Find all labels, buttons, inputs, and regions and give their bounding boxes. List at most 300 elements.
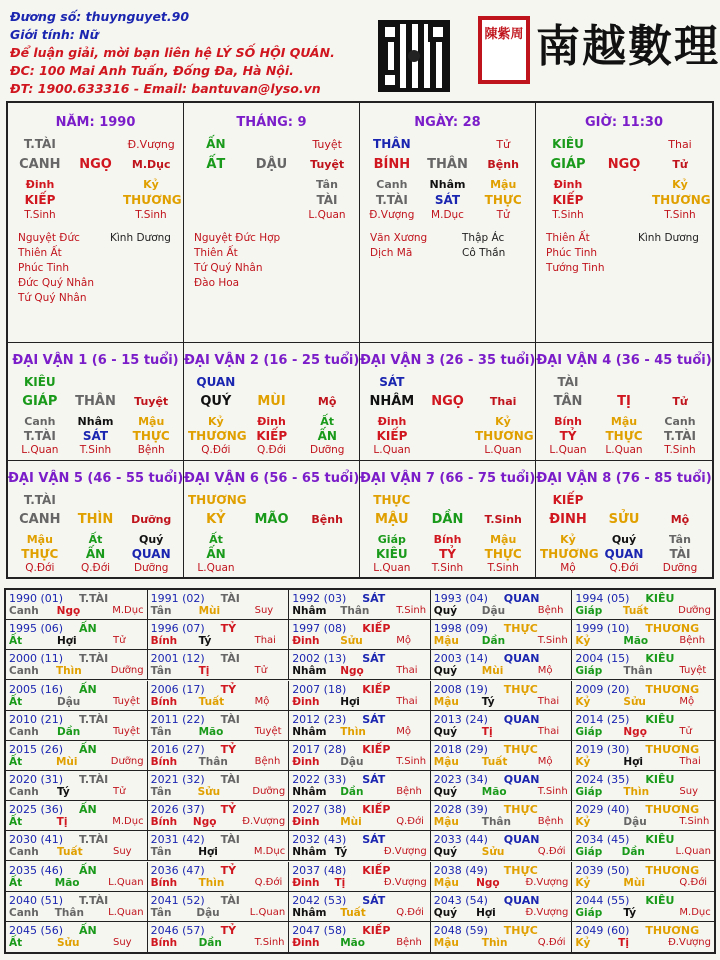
- year-line2: [434, 937, 569, 949]
- daivan-4: [536, 343, 712, 461]
- pillar-tang-item: Mậu: [490, 178, 517, 191]
- daivan-thapthan: [364, 493, 531, 507]
- year-can: Giáp: [575, 786, 603, 798]
- pillar-stars: [370, 231, 530, 261]
- year-thapthan: ẤN: [79, 682, 97, 696]
- year-cell: [431, 711, 573, 741]
- daivan-truongsinh-item: Q.Đới: [25, 562, 55, 574]
- year-line2: [575, 665, 711, 677]
- pillar-truongsinh-item: T.Sinh: [135, 209, 167, 221]
- year-label: 2001 (12): [150, 652, 205, 666]
- year-cell: [148, 831, 290, 861]
- year-truongsinh: Thai: [537, 725, 560, 737]
- year-cell: [6, 681, 148, 711]
- year-truongsinh: Thai: [396, 695, 418, 707]
- daivan-canchi-item: NHÂM: [369, 394, 415, 409]
- year-truongsinh: M.Dục: [112, 605, 144, 616]
- year-line2: [575, 846, 711, 858]
- year-can: Đinh: [292, 936, 320, 949]
- year-line1: [434, 592, 569, 605]
- daivan-title: ĐẠI VẬN 1 (6 - 15 tuổi): [12, 353, 179, 368]
- year-cell: [148, 650, 290, 680]
- daivan-truongsinh-item: L.Quan: [373, 562, 411, 574]
- daivan-thapthan2: [364, 429, 534, 443]
- year-truongsinh: Bệnh: [396, 936, 422, 948]
- year-thapthan: THƯƠNG: [645, 863, 700, 877]
- year-line2: [575, 696, 711, 708]
- daivan-title: ĐẠI VẬN 3 (26 - 35 tuổi): [360, 353, 536, 368]
- daivan-thapthan2-item: TỶ: [439, 547, 456, 561]
- year-cell: [572, 831, 714, 861]
- brand-logo: 南越數理: [536, 21, 720, 72]
- year-truongsinh: Suy: [113, 846, 132, 858]
- year-truongsinh: T.Sinh: [537, 635, 568, 647]
- daivan-canchi-item: ĐINH: [549, 512, 587, 527]
- pillar-canchi: [12, 157, 179, 172]
- year-line2: [292, 786, 427, 798]
- daivan-thapthan2-item: THỰC: [484, 547, 522, 561]
- daivan-title: ĐẠI VẬN 4 (36 - 45 tuổi): [536, 353, 712, 368]
- daivan-thapthan2-item: THƯƠNG: [540, 547, 599, 561]
- year-line2: [434, 665, 569, 677]
- year-chi: Mão: [623, 635, 649, 648]
- year-chi: Mão: [340, 936, 365, 949]
- year-line1: [292, 773, 427, 786]
- year-cell: [6, 922, 148, 952]
- year-chi: Mão: [198, 725, 224, 738]
- year-cell: [572, 862, 714, 892]
- star-good: Tứ Quý Nhân: [194, 262, 263, 274]
- year-cell: [6, 862, 148, 892]
- year-cell: [572, 711, 714, 741]
- year-can: Mậu: [433, 635, 459, 648]
- year-cell: [431, 650, 573, 680]
- pillar-thapthan-item: THƯƠNG: [123, 193, 182, 207]
- year-cell: [289, 862, 431, 892]
- daivan-thapthan2-item: T.TÀI: [664, 429, 696, 443]
- year-line1: [151, 622, 286, 635]
- year-chi: Tuất: [198, 695, 225, 708]
- daivan-canchi: [364, 512, 531, 527]
- year-line2: [151, 816, 286, 828]
- year-line2: [575, 726, 711, 738]
- year-thapthan: THƯƠNG: [645, 622, 700, 636]
- year-cell: [148, 771, 290, 801]
- year-line1: [575, 683, 711, 696]
- year-line2: [575, 635, 711, 647]
- daivan-truongsinh-item: L.Quan: [605, 444, 643, 456]
- year-line1: [292, 592, 427, 605]
- year-line1: [9, 743, 144, 756]
- daivan-6: [184, 461, 360, 579]
- year-thapthan: KIẾP: [362, 682, 391, 696]
- year-line2: [151, 635, 286, 647]
- star-row: [18, 231, 178, 246]
- daivan-title: ĐẠI VẬN 7 (66 - 75 tuổi): [360, 471, 536, 486]
- year-cell: [289, 831, 431, 861]
- year-can: Ất: [9, 635, 23, 648]
- year-thapthan: THỰC: [503, 803, 538, 817]
- year-thapthan: KIẾP: [362, 622, 391, 636]
- year-line1: [575, 592, 711, 605]
- year-truongsinh: T.Sinh: [254, 936, 285, 948]
- year-can: Canh: [9, 725, 39, 738]
- year-chi: Tý: [481, 695, 495, 708]
- daivan-truongsinh-item: Dưỡng: [309, 444, 345, 456]
- year-cell: [572, 590, 714, 620]
- star-row: [194, 246, 354, 261]
- year-label: 2019 (30): [575, 742, 630, 756]
- phone-email-line: ĐT: 1900.633316 - Email: bantuvan@lyso.vn: [10, 81, 321, 96]
- year-can: Giáp: [575, 605, 603, 617]
- pillar-canchi-item: CANH: [19, 157, 61, 172]
- year-label: 2011 (22): [150, 712, 205, 726]
- year-chi: Dần: [621, 846, 645, 859]
- year-thapthan: KIÊU: [645, 652, 675, 666]
- year-chi: Tuất: [340, 906, 366, 919]
- daivan-tang-item: Đinh: [377, 415, 407, 428]
- daivan-canchi-item: MÙI: [257, 394, 286, 409]
- year-line1: [575, 652, 711, 665]
- daivan-title: ĐẠI VẬN 2 (16 - 25 tuổi): [184, 353, 360, 368]
- daivan-tang-item: Ất: [88, 533, 103, 546]
- year-chi: Ngọ: [56, 605, 81, 617]
- address-line: ĐC: 100 Mai Anh Tuấn, Đống Đa, Hà Nội.: [10, 63, 294, 78]
- year-chi: Dần: [340, 786, 364, 798]
- year-label: 2043 (54): [433, 893, 488, 907]
- daivan-canchi: [540, 394, 708, 409]
- year-line1: [434, 773, 569, 786]
- year-cell: [431, 620, 573, 650]
- star-row: [194, 231, 354, 246]
- daivan-thapthan2-item: KIẾP: [376, 429, 408, 443]
- pillar-top-item: Thai: [668, 137, 692, 151]
- year-can: Giáp: [575, 906, 603, 919]
- year-chi: Tị: [481, 725, 493, 738]
- daivan-tang-item: Kỷ: [495, 415, 511, 428]
- star-good: Văn Xương: [370, 232, 428, 244]
- pillar-thapthan: [12, 193, 182, 207]
- daivan-canchi: [364, 394, 531, 409]
- daivan-truongsinh-item: Dưỡng: [133, 562, 169, 574]
- daivan-canchi-item: T.Sinh: [484, 513, 522, 526]
- year-label: 1997 (08): [292, 622, 347, 636]
- year-thapthan: THỰC: [503, 863, 538, 877]
- year-line2: [151, 605, 286, 617]
- daivan-tang-item: Ất: [320, 415, 335, 428]
- year-line2: [9, 726, 144, 738]
- year-label: 2041 (52): [150, 893, 205, 907]
- year-chi: Ngọ: [623, 725, 647, 738]
- year-truongsinh: Dưỡng: [110, 755, 144, 767]
- pillar-canchi-item: Tử: [672, 158, 688, 171]
- year-thapthan: THƯƠNG: [645, 803, 700, 817]
- year-line1: [434, 683, 569, 696]
- daivan-canchi: [188, 512, 355, 527]
- pillar-title: THÁNG: 9: [236, 115, 307, 130]
- year-chi: Tị: [618, 936, 629, 949]
- pillar-tang-item: Tân: [316, 178, 338, 191]
- year-label: 2037 (48): [292, 863, 347, 877]
- year-chi: Tị: [334, 876, 346, 889]
- year-chi: Thân: [198, 755, 228, 768]
- daivan-canchi: [12, 512, 179, 527]
- year-thapthan: QUAN: [503, 833, 540, 847]
- year-line1: [151, 683, 286, 696]
- year-chi: Ngọ: [192, 816, 217, 829]
- year-truongsinh: L.Quan: [108, 906, 144, 918]
- year-thapthan: SÁT: [362, 833, 386, 847]
- year-chi: Thìn: [198, 876, 225, 889]
- pillar-truongsinh: [188, 209, 355, 221]
- year-line1: [9, 713, 144, 726]
- year-thapthan: ẤN: [79, 863, 97, 877]
- year-thapthan: QUAN: [503, 592, 540, 605]
- year-truongsinh: Q.Đới: [679, 876, 708, 888]
- pillar-canchi: [540, 157, 708, 172]
- year-chi: Tý: [334, 846, 348, 859]
- pillar-top-item: Đ.Vượng: [127, 137, 175, 151]
- year-truongsinh: Bệnh: [537, 605, 564, 616]
- year-label: 2039 (50): [575, 863, 630, 877]
- year-can: Ất: [9, 936, 23, 949]
- year-line1: [434, 652, 569, 665]
- year-thapthan: ẤN: [79, 742, 97, 756]
- year-line1: [434, 743, 569, 756]
- year-cell: [431, 801, 573, 831]
- year-line1: [151, 592, 286, 605]
- year-thapthan: T.TÀI: [79, 833, 109, 847]
- year-truongsinh: Bệnh: [254, 755, 281, 767]
- year-line2: [151, 846, 286, 858]
- seal-stamp: 陳紫周: [478, 16, 530, 84]
- year-truongsinh: Bệnh: [537, 816, 564, 828]
- star-other: Kình Dương: [110, 232, 171, 244]
- year-line1: [292, 924, 427, 937]
- daivan-truongsinh: [364, 562, 531, 574]
- year-cell: [289, 590, 431, 620]
- daivan-thapthan2-item: ẤN: [85, 547, 106, 561]
- pillar-tang: [540, 178, 708, 191]
- daivan-title: ĐẠI VẬN 8 (76 - 85 tuổi): [536, 471, 712, 486]
- daivan-thapthan: [188, 493, 355, 507]
- year-line1: [292, 683, 427, 696]
- year-line2: [434, 786, 569, 798]
- year-cell: [148, 741, 290, 771]
- star-row: [546, 261, 706, 276]
- year-table: [4, 588, 716, 954]
- year-can: Mậu: [433, 755, 459, 768]
- pillar-canchi-item: ẤT: [206, 157, 226, 172]
- daivan-tang-item: Quý: [139, 533, 164, 546]
- year-thapthan: THƯƠNG: [645, 682, 700, 696]
- year-line2: [434, 605, 569, 617]
- year-cell: [6, 741, 148, 771]
- year-chi: Thân: [481, 816, 511, 829]
- daivan-canchi-item: Mộ: [317, 395, 337, 408]
- year-chi: Ngọ: [476, 876, 500, 889]
- year-can: Bính: [150, 876, 178, 889]
- pillar-tang: [12, 178, 179, 191]
- year-cell: [148, 892, 290, 922]
- year-line1: [9, 864, 144, 877]
- daivan-truongsinh-item: Q.Đới: [201, 444, 231, 456]
- year-label: 2012 (23): [292, 712, 347, 726]
- year-line1: [292, 894, 427, 907]
- daivan-thapthan2-item: TÀI: [669, 547, 691, 561]
- year-label: 2049 (60): [575, 923, 630, 937]
- daivan-thapthan-item: KIÊU: [23, 375, 56, 389]
- year-thapthan: TÀI: [220, 712, 240, 726]
- year-truongsinh: Mộ: [396, 635, 411, 647]
- year-line2: [292, 846, 427, 858]
- year-label: 1991 (02): [150, 592, 205, 605]
- year-cell: [431, 892, 573, 922]
- daivan-thapthan2-item: QUAN: [131, 547, 171, 561]
- year-label: 2023 (34): [433, 773, 488, 786]
- year-line1: [575, 743, 711, 756]
- year-chi: Mão: [481, 786, 507, 798]
- year-line2: [151, 937, 286, 949]
- pillar-stars: [546, 231, 706, 276]
- year-line2: [9, 907, 144, 919]
- pillar-thapthan-item: THỰC: [484, 193, 522, 207]
- daivan-truongsinh-item: L.Quan: [21, 444, 59, 456]
- pillar-top-item: Tử: [496, 137, 511, 151]
- qr-code[interactable]: [378, 20, 450, 92]
- year-thapthan: T.TÀI: [79, 592, 109, 605]
- daivan-truongsinh-item: Q.Đới: [80, 562, 111, 574]
- pillar-truongsinh: [540, 209, 708, 221]
- daivan-truongsinh-item: L.Quan: [373, 444, 411, 456]
- year-can: Bính: [150, 816, 178, 829]
- year-line1: [9, 683, 144, 696]
- year-cell: [6, 590, 148, 620]
- year-cell: [148, 922, 290, 952]
- year-thapthan: SÁT: [362, 712, 386, 726]
- year-truongsinh: Q.Đới: [537, 936, 566, 948]
- pillar-thapthan: [540, 193, 711, 207]
- year-label: 2022 (33): [292, 773, 347, 786]
- star-row: [18, 291, 178, 306]
- year-line1: [9, 833, 144, 846]
- daivan-canchi-item: TÂN: [553, 394, 583, 409]
- pillar-canchi-item: Bệnh: [487, 158, 519, 171]
- year-thapthan: TỶ: [220, 803, 237, 817]
- year-line2: [434, 726, 569, 738]
- year-label: 1998 (09): [433, 622, 488, 636]
- daivan-truongsinh: [540, 444, 708, 456]
- pillar-truongsinh-item: T.Sinh: [24, 209, 56, 221]
- pillar-stars: [18, 231, 178, 306]
- daivan-tang: [540, 415, 708, 428]
- year-truongsinh: Q.Đới: [254, 876, 283, 888]
- year-can: Bính: [150, 936, 178, 949]
- year-chi: Thìn: [623, 786, 650, 798]
- year-can: Tân: [150, 605, 172, 617]
- daivan-truongsinh-item: L.Quan: [197, 562, 235, 574]
- year-line2: [151, 696, 286, 708]
- year-line2: [9, 635, 144, 647]
- year-chi: Mùi: [55, 755, 78, 768]
- year-can: Kỷ: [575, 936, 591, 949]
- year-chi: Dậu: [623, 816, 647, 829]
- daivan-tang: [188, 415, 355, 428]
- daivan-tang: [540, 533, 708, 546]
- daivan-truongsinh-item: Mộ: [560, 562, 576, 574]
- daivan-1: [8, 343, 184, 461]
- year-thapthan: KIẾP: [362, 803, 391, 817]
- year-can: Tân: [150, 665, 172, 678]
- year-line2: [434, 907, 569, 919]
- year-truongsinh: Bệnh: [396, 786, 422, 797]
- year-truongsinh: T.Sinh: [396, 605, 427, 616]
- daivan-truongsinh-item: T.Sinh: [664, 444, 696, 456]
- year-line2: [434, 877, 569, 889]
- star-other: Cô Thần: [462, 247, 506, 259]
- year-truongsinh: Dưỡng: [678, 605, 711, 616]
- pillar-tang-item: Canh: [376, 178, 408, 191]
- star-row: [546, 246, 706, 261]
- contact-line: Để luận giải, mời bạn liên hệ LÝ SỐ HỘI QUÁN.: [10, 45, 335, 60]
- year-truongsinh: Thai: [679, 755, 701, 767]
- star-good: Phúc Tinh: [546, 247, 598, 259]
- year-cell: [572, 650, 714, 680]
- year-truongsinh: L.Quan: [249, 906, 286, 918]
- pillar-truongsinh-item: T.Sinh: [552, 209, 584, 221]
- year-line2: [151, 665, 286, 677]
- year-truongsinh: Mộ: [254, 695, 270, 707]
- year-line1: [575, 713, 711, 726]
- daivan-thapthan2-item: ẤN: [206, 547, 226, 561]
- daivan-thapthan2-item: THƯƠNG: [188, 429, 247, 443]
- year-line2: [292, 726, 427, 738]
- year-cell: [289, 681, 431, 711]
- year-can: Quý: [433, 786, 458, 798]
- daivan-thapthan2: [188, 429, 355, 443]
- year-thapthan: QUAN: [503, 652, 540, 666]
- year-can: Tân: [150, 906, 172, 919]
- year-label: 2032 (43): [292, 833, 347, 847]
- year-label: 2026 (37): [150, 803, 205, 817]
- year-chi: Tuất: [57, 846, 83, 859]
- star-row: [194, 276, 354, 291]
- year-can: Giáp: [575, 725, 603, 738]
- year-thapthan: ẤN: [79, 803, 97, 817]
- year-thapthan: KIÊU: [645, 833, 675, 847]
- year-line2: [9, 696, 144, 708]
- year-line2: [575, 605, 711, 617]
- year-label: 2034 (45): [575, 833, 630, 847]
- year-line1: [9, 622, 144, 635]
- year-line1: [434, 713, 569, 726]
- year-can: Nhâm: [292, 786, 327, 798]
- year-truongsinh: Q.Đới: [396, 906, 424, 918]
- year-label: 2005 (16): [9, 682, 64, 696]
- pillar-title: NĂM: 1990: [55, 115, 136, 130]
- year-label: 1994 (05): [575, 592, 630, 605]
- year-can: Tân: [150, 725, 172, 738]
- year-line2: [292, 877, 427, 889]
- pillar-canchi-item: NGỌ: [607, 157, 641, 172]
- daivan-3: [360, 343, 536, 461]
- year-can: Kỷ: [575, 755, 591, 768]
- year-thapthan: KIÊU: [645, 712, 675, 726]
- year-truongsinh: Tuyệt: [679, 665, 707, 677]
- year-line1: [575, 894, 711, 907]
- year-line2: [292, 635, 427, 647]
- year-thapthan: KIẾP: [362, 742, 391, 756]
